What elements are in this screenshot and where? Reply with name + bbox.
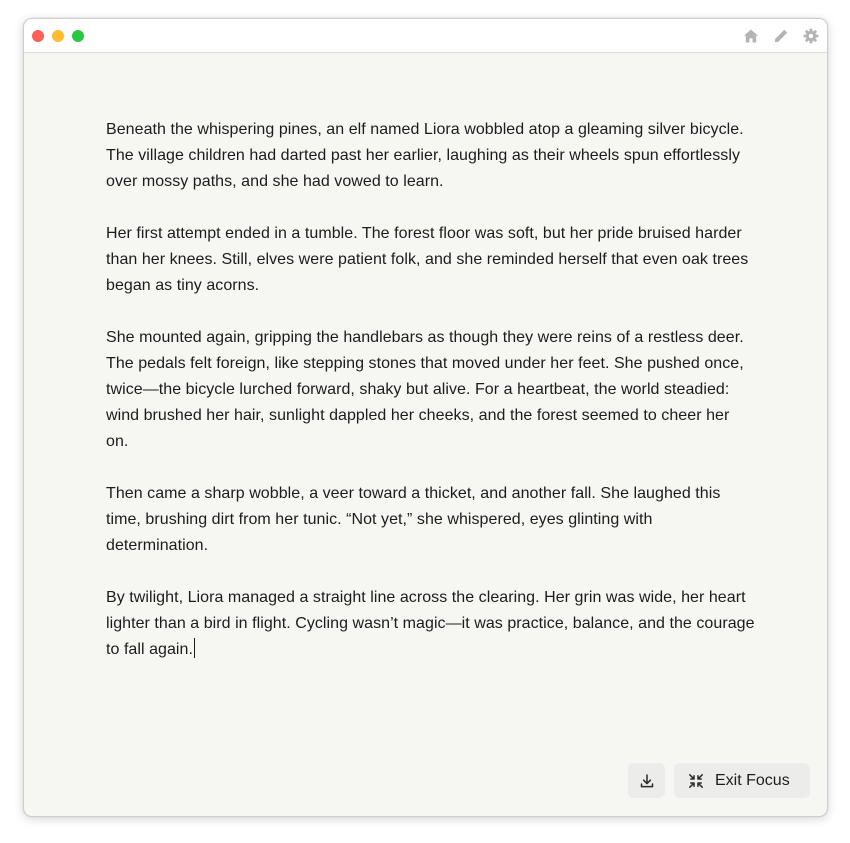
gear-icon[interactable]	[802, 27, 820, 45]
paragraph[interactable]: Her first attempt ended in a tumble. The forest floor was soft, but her pride bruised harder than her knees. Still, elves were patient folk, and she reminded herself that even oak trees began as tiny acorns.	[106, 225, 749, 294]
pencil-icon[interactable]	[772, 27, 790, 45]
paragraph[interactable]: Beneath the whispering pines, an elf named Liora wobbled atop a gleaming silver bicycle. The village children had darted past her earlier, laughing as their wheels spun effortlessly over mossy paths, and she had vowed to learn.	[106, 121, 744, 190]
home-icon[interactable]	[742, 27, 760, 45]
minimize-window-button[interactable]	[52, 30, 64, 42]
title-bar	[24, 19, 827, 53]
zoom-window-button[interactable]	[72, 30, 84, 42]
download-button[interactable]	[628, 763, 665, 798]
paragraph[interactable]: She mounted again, gripping the handlebars as though they were reins of a restless deer. The pedals felt foreign, like stepping stones that moved under her feet. She pushed once, twice—the bicycle lurched forward, shaky but alive. For a heartbeat, the world steadied: wind brushed her hair, sunlight dappled her cheeks, and the forest seemed to cheer her on.	[106, 329, 744, 450]
exit-focus-label: Exit Focus	[715, 771, 790, 789]
paragraph[interactable]: Then came a sharp wobble, a veer toward a thicket, and another fall. She laughed this time, brushing dirt from her tunic. “Not yet,” she whispered, eyes glinting with determination.	[106, 485, 721, 554]
exit-focus-button[interactable]	[674, 763, 810, 798]
close-window-button[interactable]	[32, 30, 44, 42]
text-caret	[194, 638, 195, 658]
editor-window	[23, 18, 828, 817]
paragraph-text[interactable]: By twilight, Liora managed a straight line across the clearing. Her grin was wide, her heart lighter than a bird in flight. Cycling wasn’t magic—it was practice, balance, and the courage to fall again.	[106, 589, 755, 658]
document-editor[interactable]	[106, 117, 756, 689]
collapse-icon	[688, 773, 704, 789]
paragraph[interactable]	[106, 585, 756, 663]
download-icon	[639, 773, 655, 789]
